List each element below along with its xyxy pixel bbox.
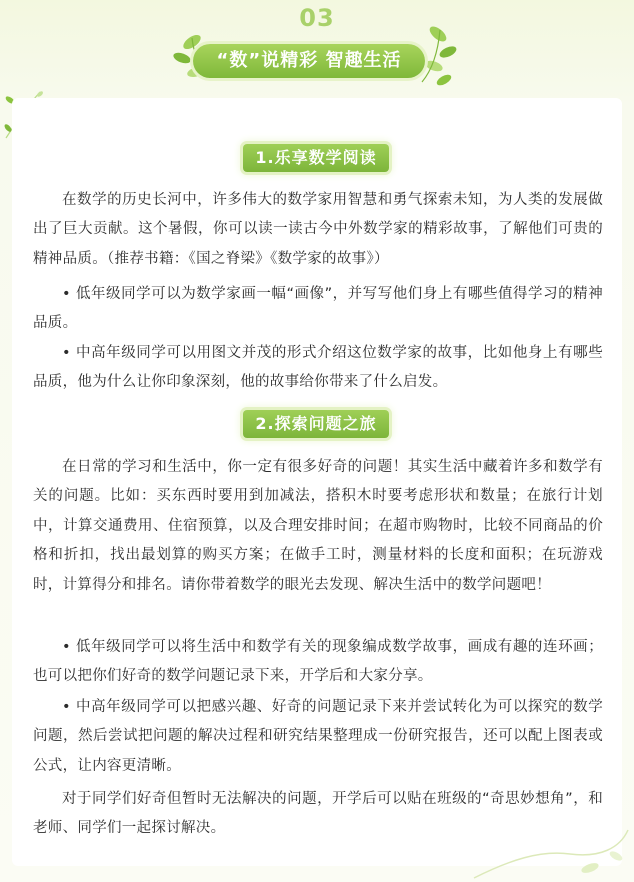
section2-heading-text: 2.探索问题之旅 [255, 414, 377, 433]
section2-bullet-low-grade: • 低年级同学可以将生活中和数学有关的现象编成数学故事，画成有趣的连环画；也可以把你们好奇的数学问题记录下来，开学后和大家分享。 [33, 639, 603, 685]
section2-bullet-high-grade: • 中高年级同学可以把感兴趣、好奇的问题记录下来并尝试转化为可以探究的数学问题，然后尝试把问题的解决过程和研究结果整理成一份研究报告，还可以配上图表或公式，让内容更清晰。 [33, 699, 603, 774]
section1-bullet-low-grade: • 低年级同学可以为数学家画一幅“画像”，并写写他们身上有哪些值得学习的精神品质。 [33, 286, 603, 332]
section1-heading-text: 1.乐享数学阅读 [255, 148, 377, 167]
section2-heading [243, 410, 389, 438]
section2-intro: 在日常的学习和生活中，你一定有很多好奇的问题！其实生活中藏着许多和数学有关的问题。比如：买东西时要用到加减法，搭积木时要考虑形状和数量；在旅行计划中，计算交通费用、住宿预算，以及合理安排时间；在超市购物时，比较不同商品的价格和折扣，找出最划算的购买方案；在做手工时，测量材料的长度和面积；在玩游戏时，计算得分和排名。请你带着数学的眼光去发现、解决生活中的数学问题吧！ [33, 459, 603, 593]
decorative-swirl-icon [470, 820, 630, 880]
section2-closing: 对于同学们好奇但暂时无法解决的问题，开学后可以贴在班级的“奇思妙想角”，和老师、同学们一起探讨解决。 [33, 791, 603, 837]
section1-heading [243, 144, 389, 172]
section1-intro: 在数学的历史长河中，许多伟大的数学家用智慧和勇气探索未知，为人类的发展做出了巨大贡献。这个暑假，你可以读一读古今中外数学家的精彩故事，了解他们可贵的精神品质。（推荐书籍：《国之脊梁》《数学家的故事》） [33, 192, 603, 267]
section1-bullet-high-grade: • 中高年级同学可以用图文并茂的形式介绍这位数学家的故事，比如他身上有哪些品质，他为什么让你印象深刻，他的故事给你带来了什么启发。 [33, 345, 603, 391]
banner-title: “数”说精彩 智趣生活 [216, 50, 402, 71]
section-number: 03 [299, 4, 335, 32]
title-banner [193, 44, 425, 78]
